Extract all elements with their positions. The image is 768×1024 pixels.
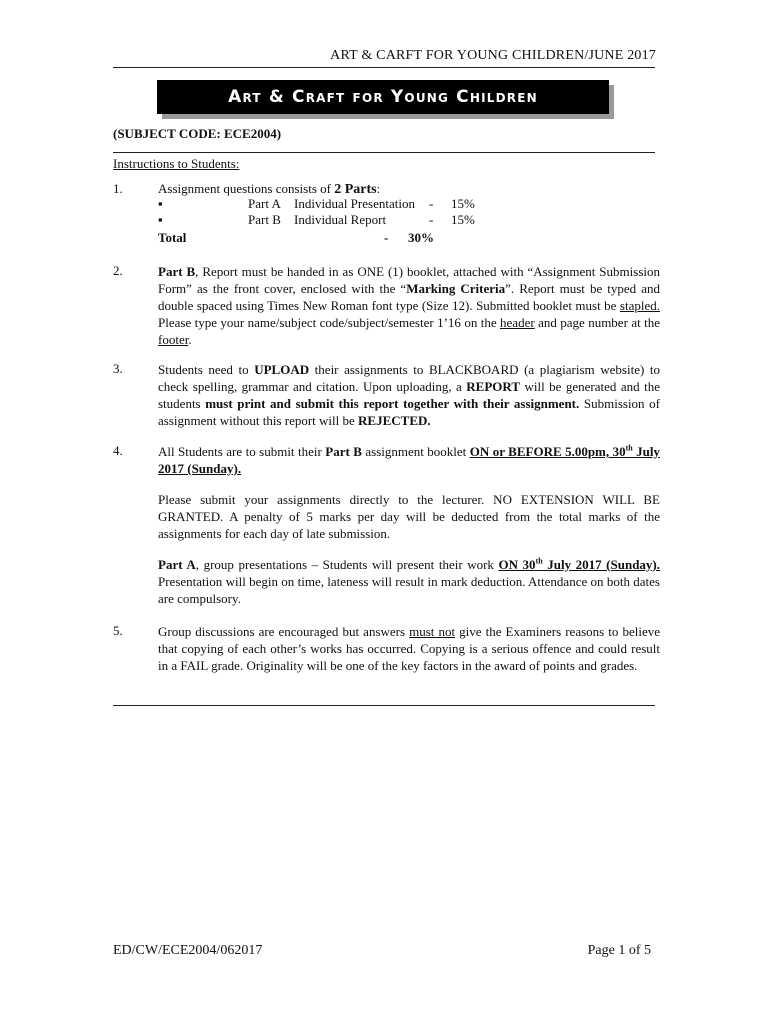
item-3-report: REPORT	[466, 379, 520, 394]
item-5-must-not: must not	[409, 624, 456, 639]
item-4-paragraph-3	[158, 556, 660, 607]
part-name: Individual Report	[294, 212, 387, 227]
item-2-number: 2.	[113, 263, 123, 278]
title-banner	[157, 80, 609, 114]
part-dash: -	[429, 196, 434, 211]
item-4-presentation-date: ON 30th July 2017 (Sunday).	[498, 556, 661, 572]
part-percent: 15%	[451, 196, 475, 211]
item-3-must-print: must print and submit this report together with their assignment.	[205, 396, 580, 411]
item-2-text-4: and page number at the	[534, 315, 660, 330]
item-1-number: 1.	[113, 181, 123, 196]
item-2-header: header	[500, 315, 535, 330]
part-label: Part A	[248, 196, 281, 211]
part-percent: 15%	[451, 212, 475, 227]
item-3-text-1: Students need to	[158, 362, 255, 377]
document-title: Art & Craft for Young Children	[157, 80, 609, 114]
part-label: Part B	[248, 212, 281, 227]
footer-code: ED/CW/ECE2004/062017	[113, 943, 263, 958]
item-1-text-c: :	[376, 181, 381, 196]
running-header: ART & CARFT FOR YOUNG CHILDREN/JUNE 2017	[330, 48, 656, 63]
total-percent: 30%	[408, 230, 434, 245]
item-2-footer: footer	[158, 332, 189, 347]
item-2-text-5: .	[188, 332, 192, 347]
part-dash: -	[429, 212, 434, 227]
item-3-rejected: REJECTED.	[358, 413, 431, 428]
item-3-paragraph	[158, 361, 660, 429]
item-4-part-b: Part B	[325, 444, 362, 459]
item-2-paragraph	[158, 263, 660, 348]
item-2-stapled: stapled.	[619, 298, 660, 313]
item-2-text-2: ”. Report must be typed and double spaced using Times New Roman font type (Size 12). Submitted booklet must be	[158, 281, 660, 313]
total-label: Total	[158, 230, 187, 245]
item-4-paragraph	[158, 443, 660, 477]
instructions-heading: Instructions to Students:	[113, 156, 240, 171]
item-3-number: 3.	[113, 361, 123, 376]
item-2-marking-criteria: Marking Criteria	[406, 281, 506, 296]
header-rule	[113, 67, 655, 68]
item-5-text-2: give the Examiners reasons to believe that copying of each other’s works has occurred. Copying is a serious offence and could result in a FAIL grade. Originality will be one of the key factors in the award of points and grades.	[158, 624, 660, 673]
item-4-text-1: All Students are to submit their	[158, 444, 326, 459]
total-dash: -	[384, 230, 389, 245]
subject-rule	[113, 152, 655, 153]
item-4-text-3: , group presentations – Students will present their work	[195, 557, 499, 572]
item-4-paragraph-2: Please submit your assignments directly to the lecturer. NO EXTENSION WILL BE GRANTED. A penalty of 5 marks per day will be deducted from the total marks of the assignments for each day of late submission.	[158, 492, 660, 541]
item-3-text-4: Submission of assignment without this report will be	[158, 396, 660, 428]
bullet: ▪	[158, 196, 163, 211]
page-number: Page 1 of 5	[587, 943, 651, 958]
item-5-number: 5.	[113, 623, 123, 638]
item-4-part-a: Part A	[158, 557, 196, 572]
item-4-number: 4.	[113, 443, 123, 458]
subject-code: (SUBJECT CODE: ECE2004)	[113, 126, 282, 141]
item-3-text-3: will be generated and the students	[158, 379, 660, 411]
bullet: ▪	[158, 212, 163, 227]
item-5-paragraph	[158, 623, 660, 674]
part-name: Individual Presentation	[294, 196, 415, 211]
item-4-deadline: ON or BEFORE 5.00pm, 30th July 2017 (Sunday).	[158, 443, 660, 476]
end-rule	[113, 705, 655, 706]
item-2-part-b: Part B	[158, 264, 196, 279]
item-1-parts-count: 2 Parts	[334, 182, 377, 197]
item-4-text-2: assignment booklet	[361, 444, 470, 459]
item-1-text-a: Assignment questions consists of	[158, 181, 335, 196]
item-3-text-2: their assignments to BLACKBOARD (a plagiarism website) to check spelling, grammar and citation. Upon uploading, a	[158, 362, 660, 394]
item-2-text-3: Please type your name/subject code/subject/semester 1’16 on the	[158, 315, 501, 330]
item-3-upload: UPLOAD	[254, 362, 310, 377]
item-5-text-1: Group discussions are encouraged but answers	[158, 624, 410, 639]
item-2-text-1: , Report must be handed in as ONE (1) booklet, attached with “Assignment Submission Form” as the front cover, enclosed with the “	[158, 264, 660, 296]
item-4-text-4: Presentation will begin on time, lateness will result in mark deduction. Attendance on both dates are compulsory.	[158, 574, 660, 606]
